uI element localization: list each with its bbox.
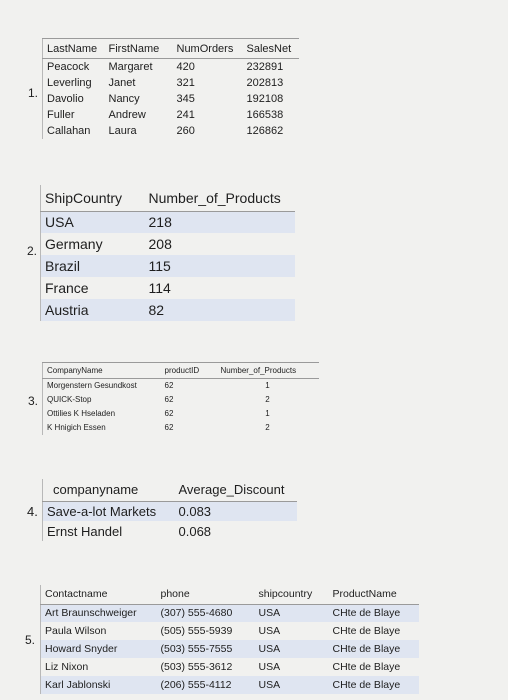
table-row[interactable] — [43, 107, 299, 123]
table-cell: Save-a-lot Markets — [43, 501, 175, 521]
table-cell: 232891 — [246, 60, 284, 73]
column-header[interactable]: productID — [161, 363, 217, 379]
table-row[interactable] — [43, 59, 299, 75]
table-row[interactable] — [43, 123, 299, 139]
table-cell: Paula Wilson — [41, 622, 157, 640]
table-row[interactable] — [41, 233, 295, 255]
products-by-country-table — [40, 185, 295, 321]
table-cell: 321 — [176, 76, 195, 89]
table-cell: (503) 555-7555 — [157, 640, 255, 658]
column-header[interactable]: NumOrders — [173, 39, 243, 59]
table-cell: Ernst Handel — [43, 521, 175, 541]
table-cell: Janet — [108, 76, 136, 89]
header-row — [43, 39, 299, 59]
column-header[interactable]: companyname — [43, 479, 175, 501]
table-cell: Peacock — [43, 59, 105, 75]
table-cell: 0.083 — [175, 501, 297, 521]
table-cell: 420 — [176, 60, 195, 73]
table-cell: Howard Snyder — [41, 640, 157, 658]
average-discount-table — [42, 479, 297, 541]
table-cell: 202813 — [246, 76, 284, 89]
table-cell: USA — [41, 211, 145, 233]
table-cell: Ottilies K Hseladen — [43, 407, 161, 421]
column-header[interactable]: shipcountry — [255, 585, 329, 604]
header-row — [41, 185, 295, 211]
contact-product-table — [40, 585, 419, 694]
column-header[interactable]: ShipCountry — [41, 185, 145, 211]
table-cell: 0.068 — [178, 523, 212, 539]
table-row[interactable] — [43, 75, 299, 91]
table-cell: CHte de Blaye — [332, 625, 401, 637]
table-row[interactable] — [41, 211, 295, 233]
table-cell: Nancy — [108, 92, 140, 105]
table-cell: CHte de Blaye — [332, 661, 401, 673]
table-cell: K Hnigich Essen — [43, 421, 161, 435]
table-row[interactable] — [41, 658, 419, 676]
table-cell: 345 — [176, 92, 195, 105]
table-cell: 1 — [265, 381, 270, 391]
table-row[interactable] — [43, 521, 297, 541]
table-cell: Morgenstern Gesundkost — [43, 379, 161, 393]
table-cell: 114 — [148, 280, 171, 296]
table-cell: France — [41, 277, 145, 299]
table-cell: Laura — [108, 124, 137, 137]
table-row[interactable] — [43, 91, 299, 107]
table-row[interactable] — [43, 379, 319, 393]
table-cell: 260 — [176, 124, 195, 137]
table-cell: (503) 555-3612 — [160, 661, 233, 673]
table-row[interactable] — [41, 299, 295, 321]
result-number-5: 5. — [25, 633, 36, 647]
table-cell: CHte de Blaye — [329, 604, 419, 622]
table-row[interactable] — [43, 407, 319, 421]
table-cell: Davolio — [43, 91, 105, 107]
header-row — [43, 363, 319, 379]
table-cell: Andrew — [108, 108, 146, 121]
table-row[interactable] — [41, 604, 419, 622]
table-cell: 218 — [145, 211, 295, 233]
column-header[interactable]: Contactname — [41, 585, 157, 604]
table-row[interactable] — [41, 622, 419, 640]
company-product-table — [42, 362, 319, 435]
table-row[interactable] — [43, 421, 319, 435]
column-header[interactable]: ProductName — [329, 585, 419, 604]
column-header[interactable]: CompanyName — [43, 363, 161, 379]
table-row[interactable] — [41, 277, 295, 299]
column-header[interactable]: FirstName — [105, 39, 173, 59]
table-cell: USA — [255, 604, 329, 622]
result-number-4: 4. — [27, 504, 38, 519]
table-cell: Karl Jablonski — [41, 676, 157, 694]
table-cell: (206) 555-4112 — [157, 676, 255, 694]
table-cell: 62 — [164, 423, 174, 432]
column-header[interactable]: phone — [157, 585, 255, 604]
table-cell: 208 — [148, 236, 172, 252]
table-cell: 2 — [265, 423, 270, 432]
table-cell: CHte de Blaye — [329, 676, 419, 694]
sales-by-employee-table — [42, 38, 299, 139]
table-cell: (505) 555-5939 — [160, 625, 233, 637]
table-cell: QUICK-Stop — [43, 393, 161, 407]
table-row[interactable] — [43, 501, 297, 521]
table-cell: USA — [255, 676, 329, 694]
column-header[interactable]: Number_of_Products — [145, 185, 295, 211]
table-cell: Fuller — [43, 107, 105, 123]
header-row — [43, 479, 297, 501]
table-cell: 166538 — [246, 108, 284, 121]
column-header[interactable]: Number_of_Products — [217, 363, 319, 379]
table-cell: Margaret — [108, 60, 153, 73]
table-cell: 62 — [164, 381, 174, 391]
table-cell: Liz Nixon — [41, 658, 157, 676]
result-number-3: 3. — [28, 394, 39, 408]
table-cell: Callahan — [43, 123, 105, 139]
table-cell: USA — [258, 625, 281, 637]
table-cell: USA — [255, 640, 329, 658]
column-header[interactable]: Average_Discount — [175, 479, 297, 501]
table-cell: 62 — [164, 409, 174, 418]
table-cell: 1 — [265, 409, 270, 418]
table-cell: (307) 555-4680 — [157, 604, 255, 622]
table-cell: 82 — [145, 299, 295, 321]
table-cell: CHte de Blaye — [329, 640, 419, 658]
table-row[interactable] — [41, 255, 295, 277]
column-header[interactable]: LastName — [43, 39, 105, 59]
table-cell: 2 — [265, 395, 270, 404]
table-cell: 241 — [176, 108, 195, 121]
table-row[interactable] — [41, 676, 419, 694]
table-cell: Art Braunschweiger — [41, 604, 157, 622]
table-cell: USA — [258, 661, 281, 673]
result-number-2: 2. — [27, 244, 38, 258]
table-cell: 115 — [145, 255, 295, 277]
result-number-1: 1. — [28, 86, 39, 100]
table-cell: Brazil — [41, 255, 145, 277]
table-cell: Germany — [41, 233, 145, 255]
header-row — [41, 585, 419, 604]
table-cell: 62 — [164, 395, 174, 404]
table-cell: Leverling — [43, 75, 105, 91]
table-cell: Austria — [41, 299, 145, 321]
column-header[interactable]: SalesNet — [243, 39, 299, 59]
table-cell: 192108 — [246, 92, 284, 105]
table-row[interactable] — [43, 393, 319, 407]
table-row[interactable] — [41, 640, 419, 658]
table-cell: 126862 — [246, 124, 284, 137]
